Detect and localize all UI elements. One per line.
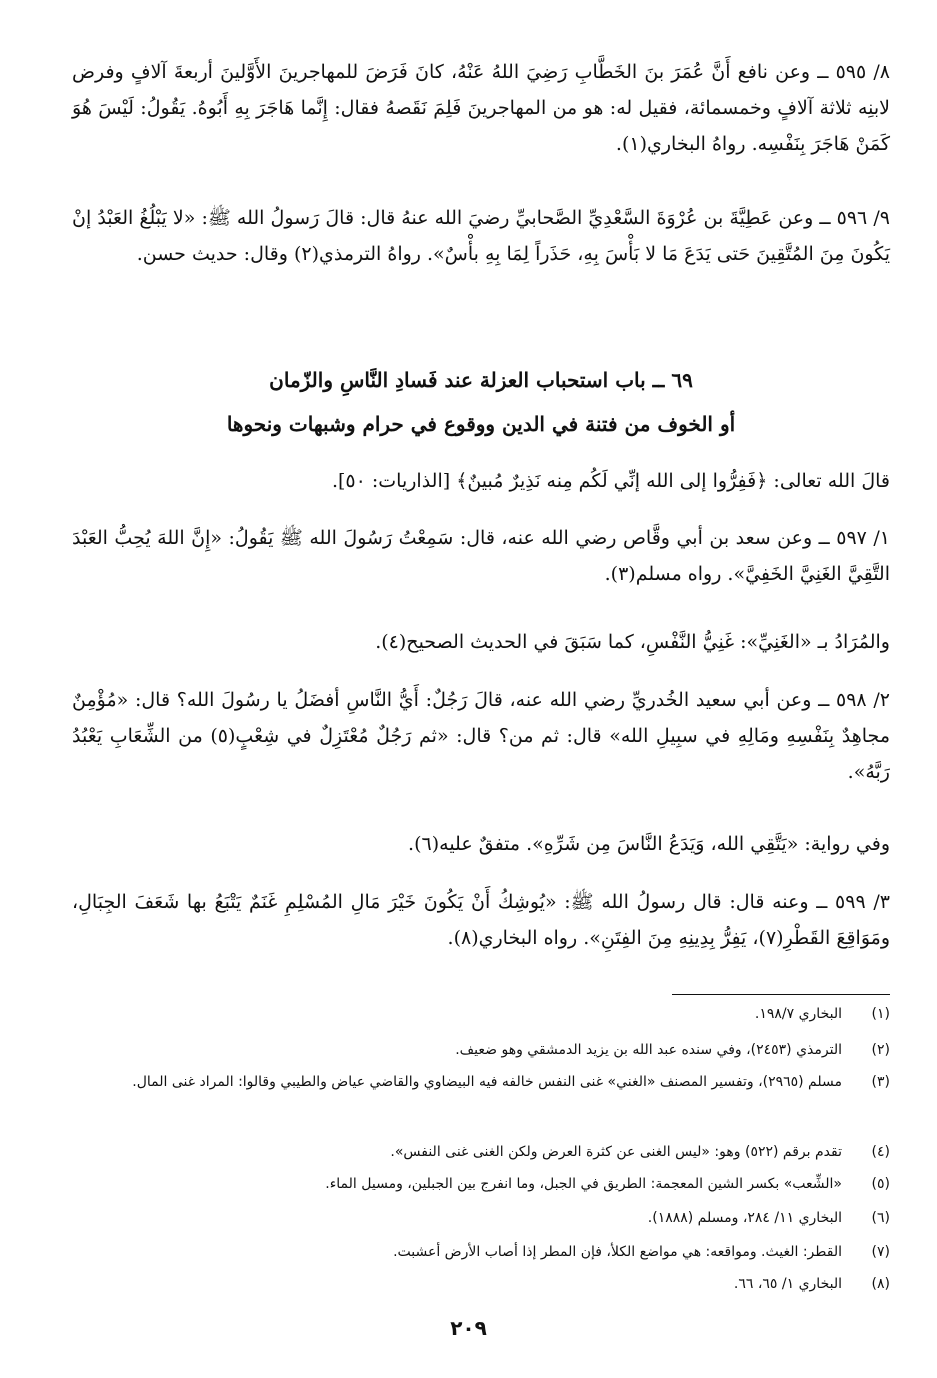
footnote-text: البخاري ١/ ٦٥، ٦٦. bbox=[733, 1276, 842, 1292]
footnote-number: (٨) bbox=[871, 1276, 890, 1292]
quran-verse: قالَ الله تعالى: ﴿فَفِرُّوا إلى الله إنِّي لَكُم مِنه نَذِيرٌ مُبينٌ﴾ [الذاريات: ٥٠]. bbox=[331, 470, 890, 492]
footnote-text: القطر: الغيث. ومواقعه: هي مواضع الكلأ، فإن المطر إذا أصاب الأرض أعشبت. bbox=[393, 1244, 842, 1260]
hadith-598: ٢/ ٥٩٨ ــ وعن أبي سعيد الخُدريِّ رضي الله عنه، قالَ رَجُلٌ: أَيُّ النَّاسِ أفضَلُ يا رسُولَ الله؟ قال: «مُؤْمِنٌ مجاهِدٌ بِنَفْسِهِ ومَالِهِ في سبِيلِ الله» قال: ثم من؟ قال: «ثم رَجُلٌ مُعْتَزِلٌ في شِعْبٍ(٥) من الشِّعَابِ يَعْبُدُ رَبَّهُ». bbox=[72, 689, 890, 783]
footnote-6 bbox=[72, 1206, 890, 1230]
footnote-divider bbox=[672, 994, 890, 995]
footnote-8 bbox=[72, 1272, 890, 1296]
footnote-text: البخاري ١١/ ٢٨٤، ومسلم (١٨٨٨). bbox=[647, 1210, 842, 1226]
chapter-title: ٦٩ ــ باب استحباب العزلة عند فَسادِ النَّاسِ والزّمان bbox=[269, 368, 693, 392]
footnote-number: (١) bbox=[871, 1006, 890, 1022]
footnote-number: (٢) bbox=[871, 1042, 890, 1058]
footnote-number: (٦) bbox=[871, 1210, 890, 1226]
footnote-number: (٤) bbox=[871, 1144, 890, 1160]
hadith-596: ٩/ ٥٩٦ ــ وعن عَطِيَّةَ بن عُرْوَةَ السَّعْدِيِّ الصَّحابيِّ رضيَ الله عنهُ قال: قالَ رَسولُ الله ﷺ: «لا يَبْلُغُ العَبْدُ إنْ يَكُونَ مِنَ المُتَّقِينَ حَتى يَدَعَ مَا لا بَأْسَ بِهِ، حَذَراً لِمَا بِهِ بأْسٌ». رواهُ الترمذي(٢) وقال: حديث حسن. bbox=[72, 207, 890, 265]
footnote-number: (٧) bbox=[871, 1244, 890, 1260]
chapter-subtitle: أو الخوف من فتنة في الدين ووقوع في حرام وشبهات ونحوها bbox=[226, 412, 736, 436]
hadith-599: ٣/ ٥٩٩ ــ وعنه قال: قال رسولُ الله ﷺ: «يُوشِكُ أَنْ يَكُونَ خَيْرَ مَالِ المُسْلِمِ غَنَمٌ يَتْبَعُ بها شَعَفَ الجِبَالِ، ومَوَاقِعَ القَطْرِ(٧)، يَفِرُّ بِدِينِهِ مِنَ الفِتَنِ». رواه البخاري(٨). bbox=[72, 891, 890, 949]
footnote-3 bbox=[72, 1070, 890, 1094]
footnote-number: (٥) bbox=[871, 1176, 890, 1192]
footnote-4 bbox=[72, 1140, 890, 1164]
footnote-text: الترمذي (٢٤٥٣)، وفي سنده عبد الله بن يزيد الدمشقي وهو ضعيف. bbox=[455, 1042, 842, 1058]
footnote-number: (٣) bbox=[871, 1074, 890, 1090]
footnote-5 bbox=[72, 1172, 890, 1196]
footnote-text: مسلم (٢٩٦٥)، وتفسير المصنف «الغني» غنى النفس خالفه فيه البيضاوي والقاضي عياض والطيبي وقالوا: المراد غنى المال. bbox=[132, 1074, 842, 1090]
page-number: ٢٠٩ bbox=[450, 1316, 487, 1340]
footnote-7 bbox=[72, 1240, 890, 1264]
hadith-595: ٨/ ٥٩٥ ــ وعن نافع أَنَّ عُمَرَ بنَ الخَطَّابِ رَضِيَ اللهُ عَنْهُ، كانَ فَرَضَ للمهاجرينَ الأَوَّلينَ أربعةَ آلافٍ وفرض لابنِه ثلاثة آلافٍ وخمسمائة، فقيل له: هو من المهاجرينَ فَلِمَ نَقَصهُ فقال: إِنَّما هَاجَرَ بِهِ أَبُوهُ. يَقُولُ: لَيْسَ هُوَ كَمَنْ هَاجَرَ بِنَفْسِه. رواهُ البخاري(١). bbox=[72, 61, 890, 155]
footnote-text: تقدم برقم (٥٢٢) وهو: «ليس الغنى عن كثرة العرض ولكن الغنى غنى النفس». bbox=[390, 1144, 842, 1160]
riwaya-note: وفي رواية: «يَتَّقِي الله، وَيَدَعُ النَّاسَ مِن شَرِّهِ». متفقٌ عليه(٦). bbox=[408, 833, 890, 855]
footnote-2 bbox=[72, 1038, 890, 1062]
hadith-597: ١/ ٥٩٧ ــ وعن سعد بن أبي وقَّاص رضي الله عنه، قال: سَمِعْتُ رَسُولَ الله ﷺ يَقُولُ: «إِنَّ اللهَ يُحِبُّ العَبْدَ التَّقِيَّ الغَنِيَّ الخَفِيَّ». رواه مسلم(٣). bbox=[72, 527, 890, 585]
footnote-1 bbox=[72, 1002, 890, 1026]
footnote-text: البخاري ١٩٨/٧. bbox=[754, 1006, 842, 1022]
explanation-ghani: والمُرَادُ بـ «الغَنِيِّ»: غَنِيُّ النَّفْسِ، كما سَبَقَ في الحديث الصحيح(٤). bbox=[375, 631, 890, 653]
footnote-text: «الشِّعب» بكسر الشين المعجمة: الطريق في الجبل، وما انفرج بين الجبلين، ومسيل الماء. bbox=[325, 1176, 842, 1192]
